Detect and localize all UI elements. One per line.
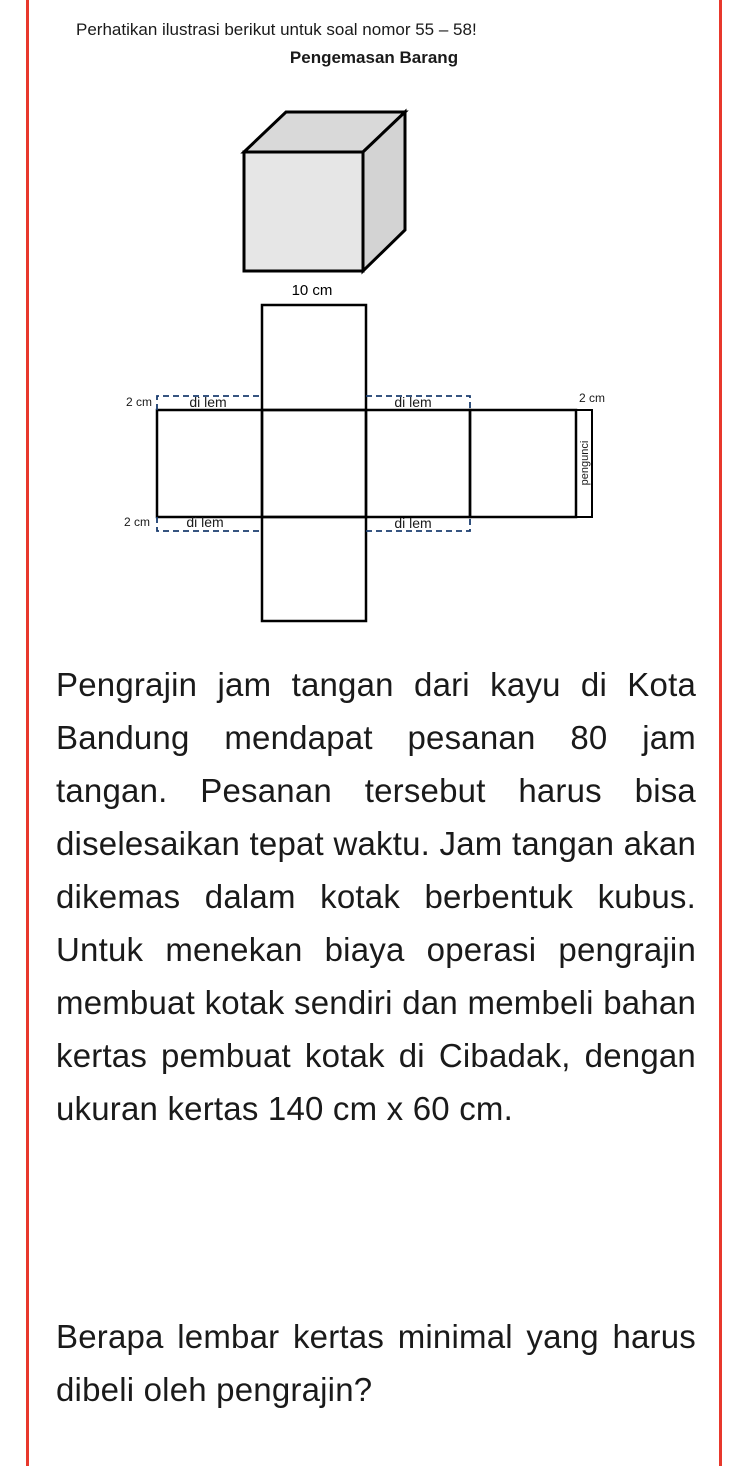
glue-label-top-right: di lem [394, 394, 432, 410]
intro-text: Perhatikan ilustrasi berikut untuk soal nomor 55 – 58! [76, 20, 477, 39]
cube-illustration [244, 112, 405, 271]
net-face-center [262, 410, 366, 517]
figure-title: Pengemasan Barang [289, 48, 459, 67]
net-face-left [157, 410, 262, 517]
question-text: Berapa lembar kertas minimal yang harus dibeli oleh pengrajin? [56, 1318, 696, 1408]
net-face-far-right [470, 410, 576, 517]
net-face-top [262, 305, 366, 410]
dimension-left-bottom: 2 cm [123, 515, 151, 529]
glue-label-top-left: di lem [189, 394, 227, 410]
glue-flaps [157, 396, 470, 531]
net-face-bottom [262, 517, 366, 621]
lock-label: pengunci [579, 440, 591, 486]
glue-label-bottom-left: di lem [186, 514, 224, 530]
glue-label-bottom-right: di lem [394, 515, 432, 531]
packaging-figure [0, 0, 748, 640]
net-face-right [366, 410, 470, 517]
dimension-top: 10 cm [291, 282, 333, 299]
dimension-left-top: 2 cm [125, 395, 153, 409]
cube-net [157, 305, 592, 621]
dimension-right: 2 cm [578, 391, 606, 405]
problem-paragraph: Pengrajin jam tangan dari kayu di Kota Bandung mendapat pesanan 80 jam tangan. Pesanan tersebut harus bisa diselesaikan tepat waktu. Jam tangan akan dikemas dalam kotak berbentuk kubus. Untuk menekan biaya operasi pengrajin membuat kotak sendiri dan membeli bahan kertas pembuat kotak di Cibadak, dengan ukuran kertas 140 cm x 60 cm. [56, 666, 696, 1127]
